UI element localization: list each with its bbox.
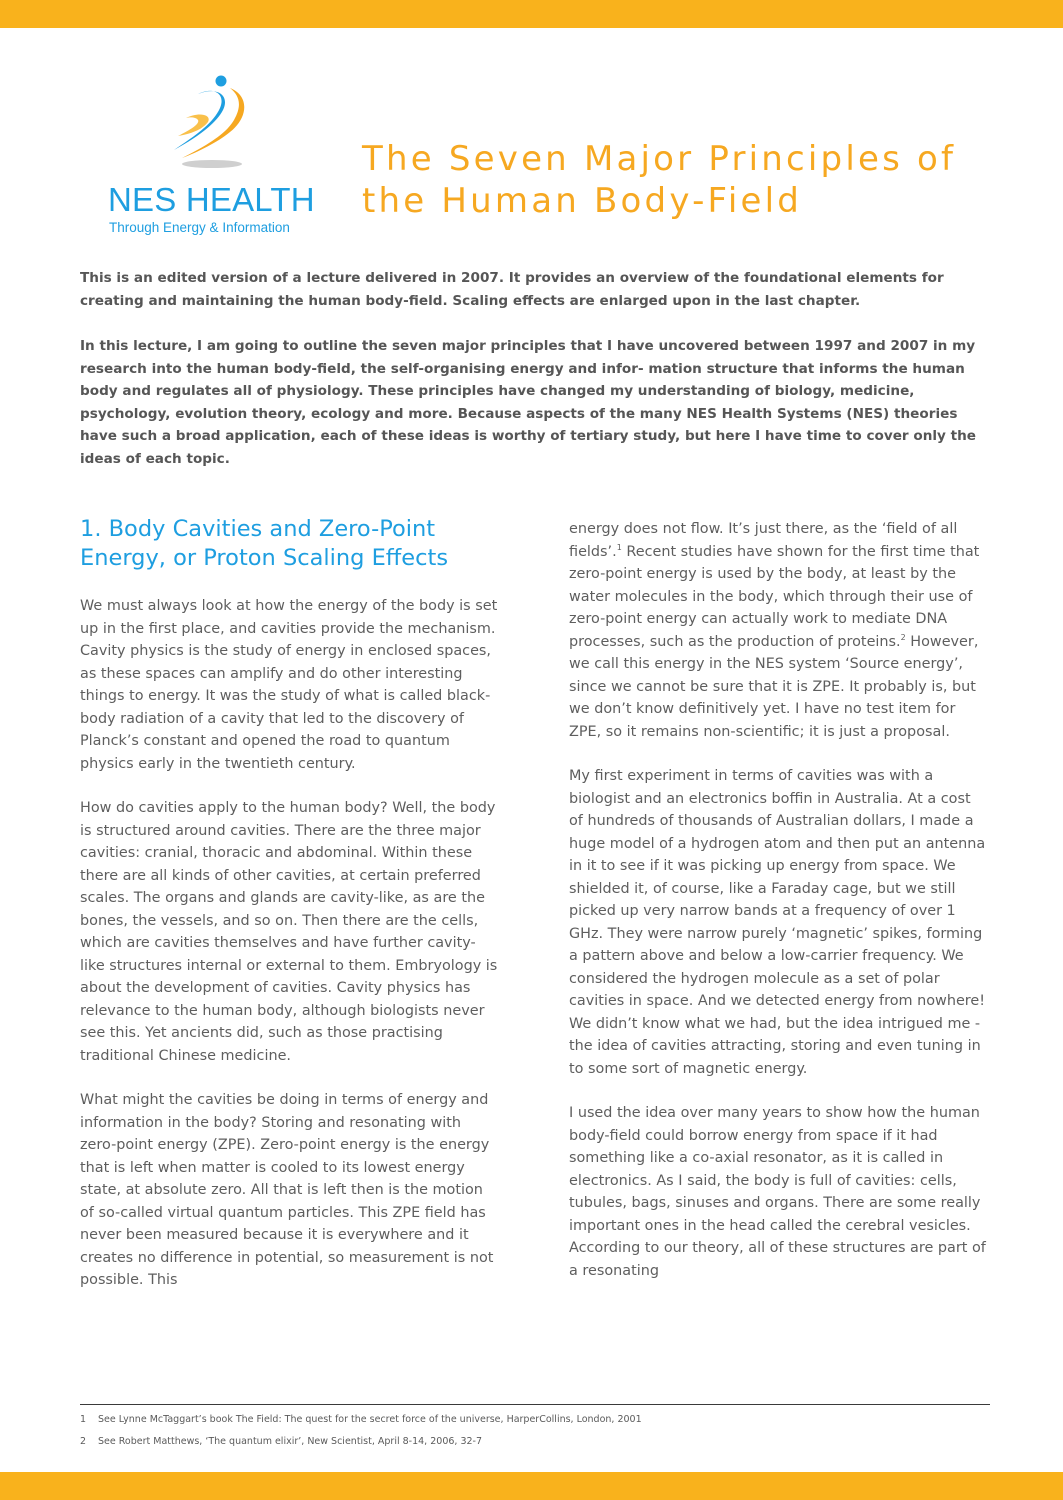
body-paragraph: We must always look at how the energy of the body is set up in the first place, and cavities provide the mechanism. Cavity physics is the study of energy in enclosed spaces, as these spaces can amplify and do other interesting things to energy. It was the study of what is called black- body radiation of a cavity that led to the discovery of Planck’s constant and opened the road to quantum physics early in the twentieth century. <box>80 598 498 772</box>
body-paragraph: How do cavities apply to the human body? Well, the body is structured around cavities. There are the three major cavities: cranial, thoracic and abdominal. Within these there are all kinds of other cavities, at certain preferred scales. The organs and glands are cavity-like, as are the bones, the vessels, and so on. Then there are the cells, which are cavities themselves and have further cavity-like structures internal or external to them. Embryology is about the development of cavities. Cavity physics has relevance to the human body, although biologists never see this. Yet ancients did, such as those practising traditional Chinese medicine. <box>80 800 498 1064</box>
body-paragraph: My first experiment in terms of cavities was with a biologist and an electronics boffin in Australia. At a cost of hundreds of thousands of Australian dollars, I made a huge model of a hydrogen atom and then put an antenna in it to see if it was picking up energy from space. We shielded it, of course, like a Faraday cage, but we still picked up very narrow bands at a frequency of over 1 GHz. They were narrow purely ‘magnetic’ spikes, forming a pattern above and below a low-carrier frequency. We considered the hydrogen molecule as a set of polar cavities in space. And we detected energy from nowhere! We didn’t know what we had, but the idea intrigued me - the idea of cavities attracting, storing and even tuning in to some sort of magnetic energy. <box>569 768 986 1077</box>
footnote-number: 1 <box>80 1414 87 1425</box>
text-run: energy does not flow. It’s just there, as the ‘field of all fields’. <box>569 521 958 560</box>
footnote-text: See Robert Matthews, ‘The quantum elixir’, New Scientist, April 8-14, 2006, 32-7 <box>98 1436 483 1447</box>
footnote-ref-2: 2 <box>900 632 906 642</box>
section-heading: 1. Body Cavities and Zero-Point Energy, or Proton Scaling Effects <box>80 516 449 571</box>
bottom-accent-band <box>0 1472 1063 1500</box>
footnote-text: See Lynne McTaggart’s book The Field: The quest for the secret force of the universe, HarperCollins, London, 2001 <box>98 1414 642 1425</box>
top-accent-band <box>0 0 1063 28</box>
brand-name: NES HEALTH <box>108 181 315 218</box>
footnote-ref-1: 1 <box>616 542 622 552</box>
footnote-1 <box>80 1413 642 1426</box>
brand-tagline: Through Energy & Information <box>109 220 290 235</box>
document-title: The Seven Major Principles of the Human Body-Field <box>362 139 957 221</box>
footnote-divider <box>80 1404 990 1405</box>
intro-paragraph-2: In this lecture, I am going to outline the seven major principles that I have uncovered between 1997 and 2007 in my research into the human body-field, the self-organising energy and infor- mation structure that informs the human body and regulates all of physiology. These principles have changed my understanding of biology, medicine, psychology, evolution theory, ecology and more. Because aspects of the many NES Health Systems (NES) theories have such a broad application, each of these ideas is worthy of tertiary study, but here I have time to cover only the ideas of each topic. <box>80 338 977 467</box>
body-paragraph: I used the idea over many years to show how the human body-field could borrow energy from space if it had something like a co-axial resonator, as it is called in electronics. As I said, the body is full of cavities: cells, tubules, bags, sinuses and organs. There are some really important ones in the head called the cerebral vesicles. According to our theory, all of these structures are part of a resonating <box>569 1105 986 1279</box>
nes-health-logo <box>104 74 316 240</box>
text-run: Recent studies have shown for the first time that zero-point energy is used by the body, at least by the water molecules in the body, which through their use of zero-point energy can actually work to mediate DNA processes, such as the production of proteins. <box>569 543 980 650</box>
figure-swoosh-icon <box>168 74 258 174</box>
text-run: However, we call this energy in the NES system ‘Source energy’, since we cannot be sure that it is ZPE. It probably is, but we don’t know definitively yet. I have no test item for ZPE, so it remains non-scientific; it is just a proposal. <box>569 633 979 740</box>
footnote-number: 2 <box>80 1436 87 1447</box>
left-column <box>80 515 498 1314</box>
body-paragraph: What might the cavities be doing in terms of energy and information in the body? Storing and resonating with zero-point energy (ZPE). Zero-point energy is the energy that is left when matter is cooled to its lowest energy state, at absolute zero. All that is left then is the motion of so-called virtual quantum particles. This ZPE field has never been measured because it is everywhere and it creates no difference in potential, so measurement is not possible. This <box>80 1092 494 1288</box>
intro-paragraph-1: This is an edited version of a lecture delivered in 2007. It provides an overview of the foundational elements for creating and maintaining the human body-field. Scaling effects are enlarged upon in the last chapter. <box>80 270 944 309</box>
footnote-2 <box>80 1435 482 1448</box>
body-paragraph <box>569 518 987 743</box>
right-column <box>569 518 987 1304</box>
